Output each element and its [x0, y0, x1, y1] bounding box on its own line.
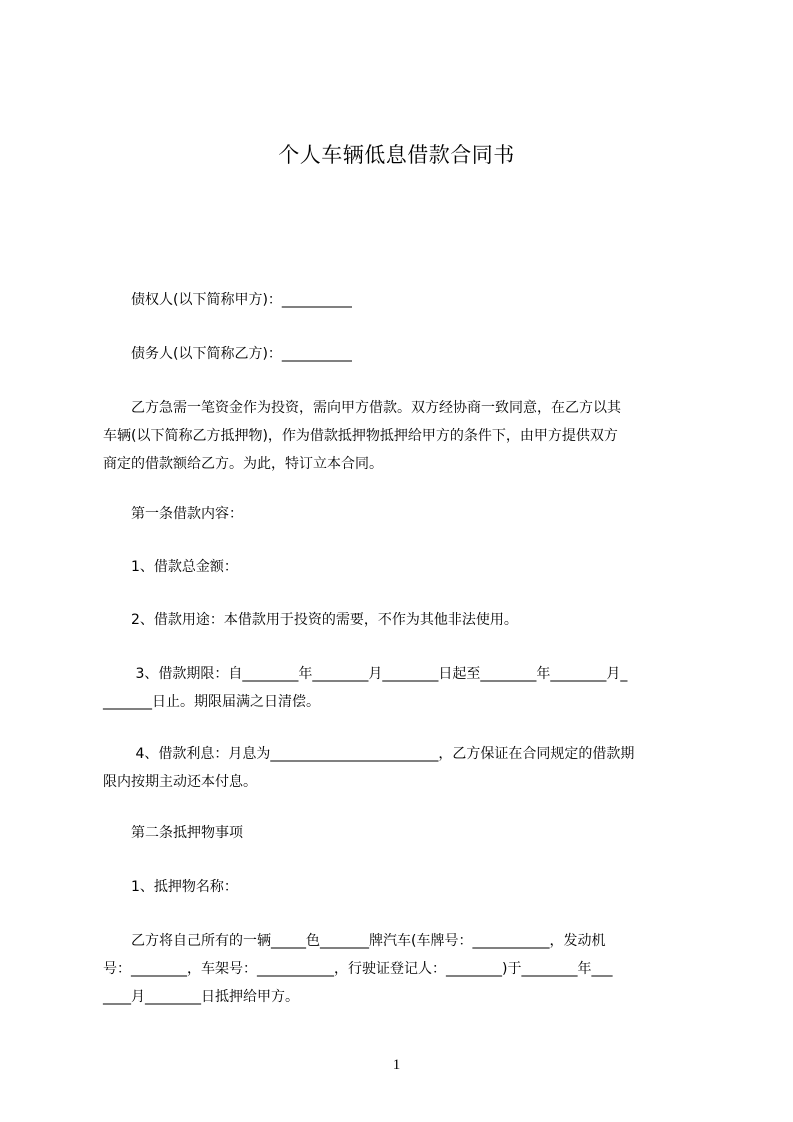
- creditor-text: 债权人(以下简称甲方)：__________: [103, 292, 352, 308]
- article-1-item-4: [103, 740, 708, 796]
- loan-amount-text: 1、借款总金额：: [103, 559, 238, 575]
- article-2-heading-text: 第二条抵押物事项: [103, 825, 243, 841]
- collateral-line-3: ____月________日抵押给甲方。: [103, 989, 299, 1005]
- article-1-item-3: [103, 660, 708, 716]
- loan-interest-line-1: 4、借款利息：月息为________________________，乙方保证在合同规定的借款期: [103, 746, 635, 762]
- loan-interest-line-2: 限内按期主动还本付息。: [103, 774, 257, 790]
- intro-line-1: 乙方急需一笔资金作为投资，需向甲方借款。双方经协商一致同意，在乙方以其: [103, 400, 621, 416]
- debtor-line: [103, 340, 708, 368]
- article-2-item-1: [103, 873, 708, 901]
- collateral-line-2: 号：________，车架号：___________，行驶证登记人：________)于________年___: [103, 961, 613, 977]
- intro-paragraph: [103, 394, 708, 478]
- loan-term-line-2: _______日止。期限届满之日清偿。: [103, 694, 320, 710]
- loan-purpose-text: 2、借款用途：本借款用于投资的需要，不作为其他非法使用。: [103, 612, 518, 628]
- intro-line-2: 车辆(以下简称乙方抵押物)，作为借款抵押物抵押给甲方的条件下，由甲方提供双方: [103, 428, 618, 444]
- intro-line-3: 商定的借款额给乙方。为此，特订立本合同。: [103, 456, 383, 472]
- article-1-heading-text: 第一条借款内容：: [103, 506, 243, 522]
- debtor-text: 债务人(以下简称乙方)：__________: [103, 346, 352, 362]
- collateral-line-1: 乙方将自己所有的一辆_____色_______牌汽车(车牌号：___________，发动机: [103, 933, 606, 949]
- document-title: 个人车辆低息借款合同书: [278, 143, 515, 167]
- article-1-item-1: [103, 553, 708, 581]
- creditor-line: [103, 286, 708, 314]
- collateral-paragraph: [103, 927, 708, 1011]
- article-1-heading: [103, 500, 708, 528]
- loan-term-line-1: 3、借款期限：自________年________月________日起至________年________月_: [103, 666, 628, 682]
- article-2-heading: [103, 819, 708, 847]
- page-number: 1: [392, 1057, 401, 1073]
- article-1-item-2: [103, 606, 708, 634]
- collateral-name-text: 1、抵押物名称：: [103, 879, 238, 895]
